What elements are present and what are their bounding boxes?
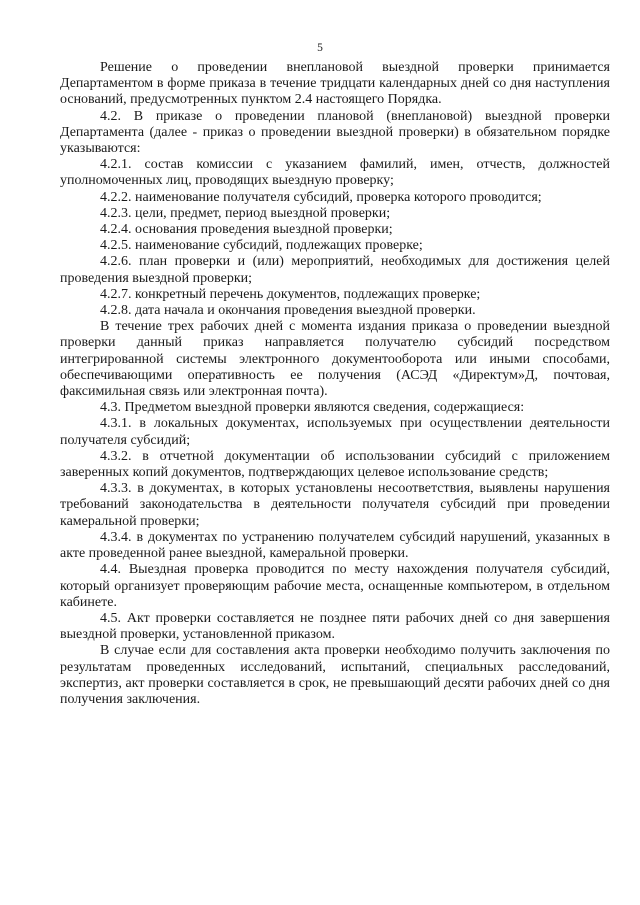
paragraph-unplanned-decision: Решение о проведении внеплановой выездной проверки принимается Департаментом в форме приказа в течение тридцати календарных дней со дня наступления оснований, предусмотренных пунктом 2.4 настоящего Порядка.	[60, 60, 610, 108]
paragraph-4-3: 4.3. Предметом выездной проверки являются сведения, содержащиеся:	[100, 400, 525, 416]
paragraph-4-2-8: 4.2.8. дата начала и окончания проведения выездной проверки.	[100, 303, 476, 319]
paragraph-4-2-2: 4.2.2. наименование получателя субсидий, проверка которого проводится;	[100, 189, 542, 205]
paragraph-4-3-2: 4.3.2. в отчетной документации об использовании субсидий с приложением заверенных копий документов, подтверждающих целевое использование средств;	[60, 448, 610, 481]
paragraph-4-2-6: 4.2.6. план проверки и (или) мероприятий, необходимых для достижения целей проведения выездной проверки;	[60, 254, 610, 286]
paragraph-4-2-1: 4.2.1. состав комиссии с указанием фамилий, имен, отчеств, должностей уполномоченных лиц, проводящих выездную проверку;	[60, 157, 610, 189]
document-body	[60, 60, 610, 708]
paragraph-conclusion-deadline: В случае если для составления акта проверки необходимо получить заключения по результатам проведенных исследований, испытаний, специальных расследований, экспертиз, акт проверки составляется в срок, не превышающий десяти рабочих дней со дня получения заключения.	[60, 643, 610, 707]
paragraph-4-2-4: 4.2.4. основания проведения выездной проверки;	[100, 222, 393, 238]
paragraph-4-2-3: 4.2.3. цели, предмет, период выездной проверки;	[100, 205, 391, 221]
paragraph-4-2-7: 4.2.7. конкретный перечень документов, подлежащих проверке;	[100, 286, 481, 302]
paragraph-4-2: 4.2. В приказе о проведении плановой (внеплановой) выездной проверки Департамента (далее - приказ о проведении выездной проверки) в обязательном порядке указываются:	[60, 108, 610, 157]
paragraph-4-3-1: 4.3.1. в локальных документах, используемых при осуществлении деятельности получателя субсидий;	[60, 416, 610, 448]
paragraph-order-delivery: В течение трех рабочих дней с момента издания приказа о проведении выездной проверки данный приказ направляется получателю субсидий посредством интегрированной системы электронного документооборота или иными способами, обеспечивающими оперативность ее получения (АСЭД «Директум»Д, почтовая, факсимильная связь или электронная почта).	[60, 319, 610, 400]
paragraph-4-5: 4.5. Акт проверки составляется не позднее пяти рабочих дней со дня завершения выездной проверки, установленной приказом.	[60, 610, 610, 643]
page-number: 5	[317, 42, 323, 54]
paragraph-4-2-5: 4.2.5. наименование субсидий, подлежащих проверке;	[100, 238, 423, 254]
paragraph-4-4: 4.4. Выездная проверка проводится по месту нахождения получателя субсидий, который организует проверяющим рабочие места, оснащенные компьютером, в отдельном кабинете.	[60, 562, 610, 610]
paragraph-4-3-3: 4.3.3. в документах, в которых установлены несоответствия, выявлены нарушения требований законодательства в деятельности получателя субсидий при проведении камеральной проверки;	[60, 481, 610, 529]
paragraph-4-3-4: 4.3.4. в документах по устранению получателем субсидий нарушений, указанных в акте проведенной ранее выездной, камеральной проверки.	[60, 529, 610, 562]
